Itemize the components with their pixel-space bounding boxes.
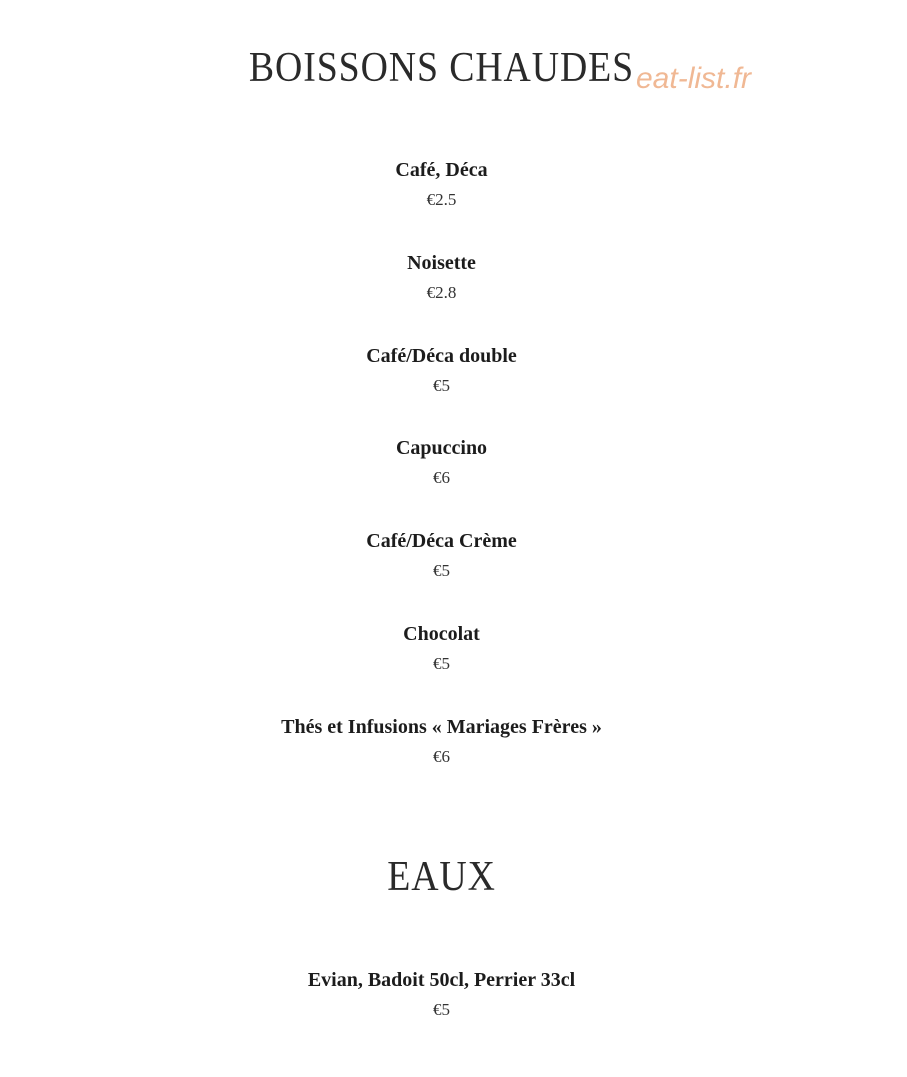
section-title-hot-drinks: BOISSONS CHAUDES bbox=[248, 45, 635, 91]
item-price: €6 bbox=[433, 747, 450, 766]
item-name: Evian, Badoit 50cl, Perrier 33cl bbox=[307, 969, 576, 991]
item-name: Chocolat bbox=[403, 623, 480, 645]
item-price: €5 bbox=[433, 1000, 450, 1019]
item-name: Capuccino bbox=[395, 437, 488, 459]
menu-item bbox=[0, 158, 883, 210]
item-price: €2.5 bbox=[426, 190, 457, 209]
item-name: Café/Déca double bbox=[366, 345, 517, 367]
item-name: Noisette bbox=[407, 252, 476, 274]
item-name: Café/Déca Crème bbox=[366, 530, 517, 552]
item-price: €5 bbox=[433, 376, 450, 395]
menu-item bbox=[0, 715, 883, 767]
item-name: Thés et Infusions « Mariages Frères » bbox=[281, 716, 602, 738]
menu-item bbox=[0, 436, 883, 488]
item-price: €6 bbox=[433, 468, 450, 487]
item-price: €2.8 bbox=[426, 283, 457, 302]
section-title-waters: EAUX bbox=[387, 854, 496, 900]
menu-item bbox=[0, 251, 883, 303]
item-price: €5 bbox=[433, 561, 450, 580]
menu-item bbox=[0, 529, 883, 581]
watermark-logo: eat-list.fr bbox=[636, 62, 752, 95]
menu-item bbox=[0, 968, 883, 1020]
menu-item bbox=[0, 622, 883, 674]
item-name: Café, Déca bbox=[395, 159, 488, 181]
menu-item bbox=[0, 344, 883, 396]
item-price: €5 bbox=[433, 654, 450, 673]
